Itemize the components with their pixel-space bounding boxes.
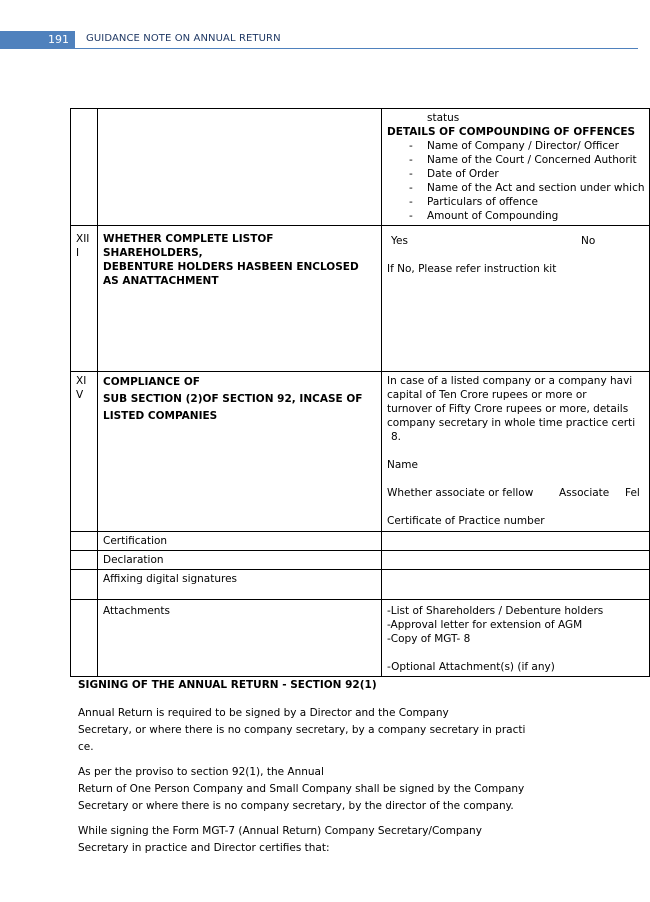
list-item: - Particulars of offence xyxy=(409,196,539,208)
table-row-signatures xyxy=(71,570,650,600)
list-item: - Name of the Act and section under which xyxy=(409,182,645,194)
page-number: 191 xyxy=(0,31,75,49)
signatures-label: Affixing digital signatures xyxy=(98,570,382,600)
list-item: -Approval letter for extension of AGM xyxy=(387,619,583,631)
running-header-title: GUIDANCE NOTE ON ANNUAL RETURN xyxy=(86,33,281,44)
compliance-details-cell: In case of a listed company or a company havi capital of Ten Crore rupees or more or turnover of Fifty Crore rupees or more, details company secretary in whole time practice certi 8. Name Whether associate or fellow Associate Fel Certificate of Practice number xyxy=(382,372,650,532)
name-field-label: Name xyxy=(387,459,418,471)
attachments-label: Attachments xyxy=(98,600,382,677)
associate-fellow-label: Whether associate or fellow xyxy=(387,487,534,499)
row-heading-cell xyxy=(98,109,382,226)
list-item: - Name of the Court / Concerned Authorit xyxy=(409,154,637,166)
list-item: - Date of Order xyxy=(409,168,499,180)
list-item: -Optional Attachment(s) (if any) xyxy=(387,661,555,673)
table-row-certification xyxy=(71,532,650,551)
annual-return-table xyxy=(70,108,650,677)
body-text xyxy=(78,677,538,865)
list-item: -Copy of MGT- 8 xyxy=(387,633,471,645)
row-heading-cell: COMPLIANCE OF SUB SECTION (2)OF SECTION 92, INCASE OF LISTED COMPANIES xyxy=(98,372,382,532)
section-heading: SIGNING OF THE ANNUAL RETURN - SECTION 92(1) xyxy=(78,679,377,691)
certificate-practice-label: Certificate of Practice number xyxy=(387,515,545,527)
list-item: - Amount of Compounding xyxy=(409,210,559,222)
header-rule xyxy=(75,48,638,49)
declaration-label: Declaration xyxy=(98,551,382,570)
shareholders-list-cell xyxy=(382,226,650,372)
associate-option[interactable]: Associate xyxy=(559,487,610,499)
table-row-xiv xyxy=(71,372,650,532)
table-row-attachments xyxy=(71,600,650,677)
fellow-option[interactable]: Fel xyxy=(625,487,640,499)
paragraph: Annual Return is required to be signed by a Director and the Company Secretary, or where there is no company secretary, by a company secretary in practi ce. xyxy=(78,707,526,753)
attachments-list-cell xyxy=(382,600,650,677)
compounding-details-cell xyxy=(382,109,650,226)
row-number-cell xyxy=(71,109,98,226)
paragraph: As per the proviso to section 92(1), the Annual Return of One Person Company and Small Company shall be signed by the Company Secretary or where there is no company secretary, by the director of the company. xyxy=(78,766,525,812)
compounding-heading: DETAILS OF COMPOUNDING OF OFFENCES xyxy=(387,126,636,138)
table-row-declaration xyxy=(71,551,650,570)
row-number-cell: XI V xyxy=(71,372,98,532)
no-option[interactable]: No xyxy=(581,235,596,247)
table-row-compounding xyxy=(71,109,650,226)
list-item: -List of Shareholders / Debenture holders xyxy=(387,605,604,617)
status-text: status xyxy=(427,112,460,124)
row-heading-cell: WHETHER COMPLETE LISTOF SHAREHOLDERS, DEBENTURE HOLDERS HASBEEN ENCLOSED AS ANATTACHMENT xyxy=(98,226,382,372)
instruction-note: If No, Please refer instruction kit xyxy=(387,263,557,275)
list-item: - Name of Company / Director/ Officer xyxy=(409,140,619,152)
certification-label: Certification xyxy=(98,532,382,551)
yes-option[interactable]: Yes xyxy=(391,235,408,247)
row-number-cell: XII I xyxy=(71,226,98,372)
paragraph: While signing the Form MGT-7 (Annual Return) Company Secretary/Company Secretary in practice and Director certifies that: xyxy=(78,825,482,854)
table-row-xiii xyxy=(71,226,650,372)
